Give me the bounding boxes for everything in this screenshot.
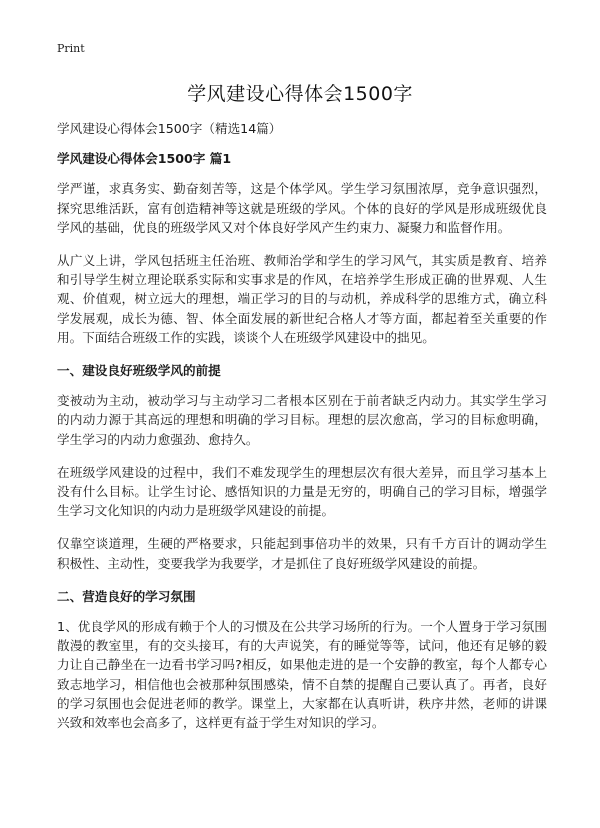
- paragraph-intro-1: 学严谨，求真务实、勤奋刻苦等，这是个体学风。学生学习氛围浓厚，竞争意识强烈，探究思维活跃，富有创造精神等这就是班级的学风。个体的良好的学风是形成班级优良学风的基础，优良的班级学风又对个体良好学风产生约束力、凝聚力和监督作用。: [57, 181, 547, 235]
- paragraph-intro-2: 从广义上讲，学风包括班主任治班、教师治学和学生的学习风气，其实质是教育、培养和引导学生树立理论联系实际和实事求是的作风，在培养学生形成正确的世界观、人生观、价值观，树立远大的理想，端正学习的目的与动机，养成科学的思维方式，确立科学发展观，成长为德、智、体全面发展的新世纪合格人才等方面，都起着至关重要的作用。下面结合班级工作的实践，谈谈个人在班级学风建设中的拙见。: [57, 253, 547, 345]
- article-subtitle: 学风建设心得体会1500字（精选14篇）: [57, 121, 282, 136]
- section-one-paragraph-1: 变被动为主动，被动学习与主动学习二者根本区别在于前者缺乏内动力。其实学生学习的内动力源于其高远的理想和明确的学习目标。理想的层次愈高，学习的目标愈明确，学生学习的内动力愈强劲、愈持久。: [57, 393, 547, 447]
- section-one-paragraph-2: 在班级学风建设的过程中，我们不难发现学生的理想层次有很大差异，而且学习基本上没有什么目标。让学生讨论、感悟知识的力量是无穷的，明确自己的学习目标，增强学生学习文化知识的内动力是班级学风建设的前提。: [57, 464, 547, 519]
- print-link[interactable]: Print: [57, 42, 85, 55]
- article-body: [57, 119, 547, 746]
- part-heading: 学风建设心得体会1500字 篇1: [57, 151, 232, 167]
- section-one-heading: 一、建设良好班级学风的前提: [57, 363, 221, 379]
- page-title: 学风建设心得体会1500字: [187, 83, 413, 105]
- section-two-heading: 二、营造良好的学习氛围: [57, 588, 196, 604]
- section-one-paragraph-3: 仅靠空谈道理，生硬的严格要求，只能起到事倍功半的效果，只有千方百计的调动学生积极性、主动性，变要我学为我要学，才是抓住了良好班级学风建设的前提。: [57, 536, 547, 571]
- section-two-paragraph-1: 1、优良学风的形成有赖于个人的习惯及在公共学习场所的行为。一个人置身于学习氛围散漫的教室里，有的交头接耳，有的大声说笑，有的睡觉等等，试问，他还有足够的毅力让自己静坐在一边看书学习吗?相反，如果他走进的是一个安静的教室，每个人都专心致志地学习，相信他也会被那种氛围感染，情不自禁的提醒自己要认真了。再者，良好的学习氛围也会促进老师的教学。课堂上，大家都在认真听讲，秩序井然，老师的讲课兴致和效率也会高多了，这样更有益于学生对知识的学习。: [57, 619, 547, 731]
